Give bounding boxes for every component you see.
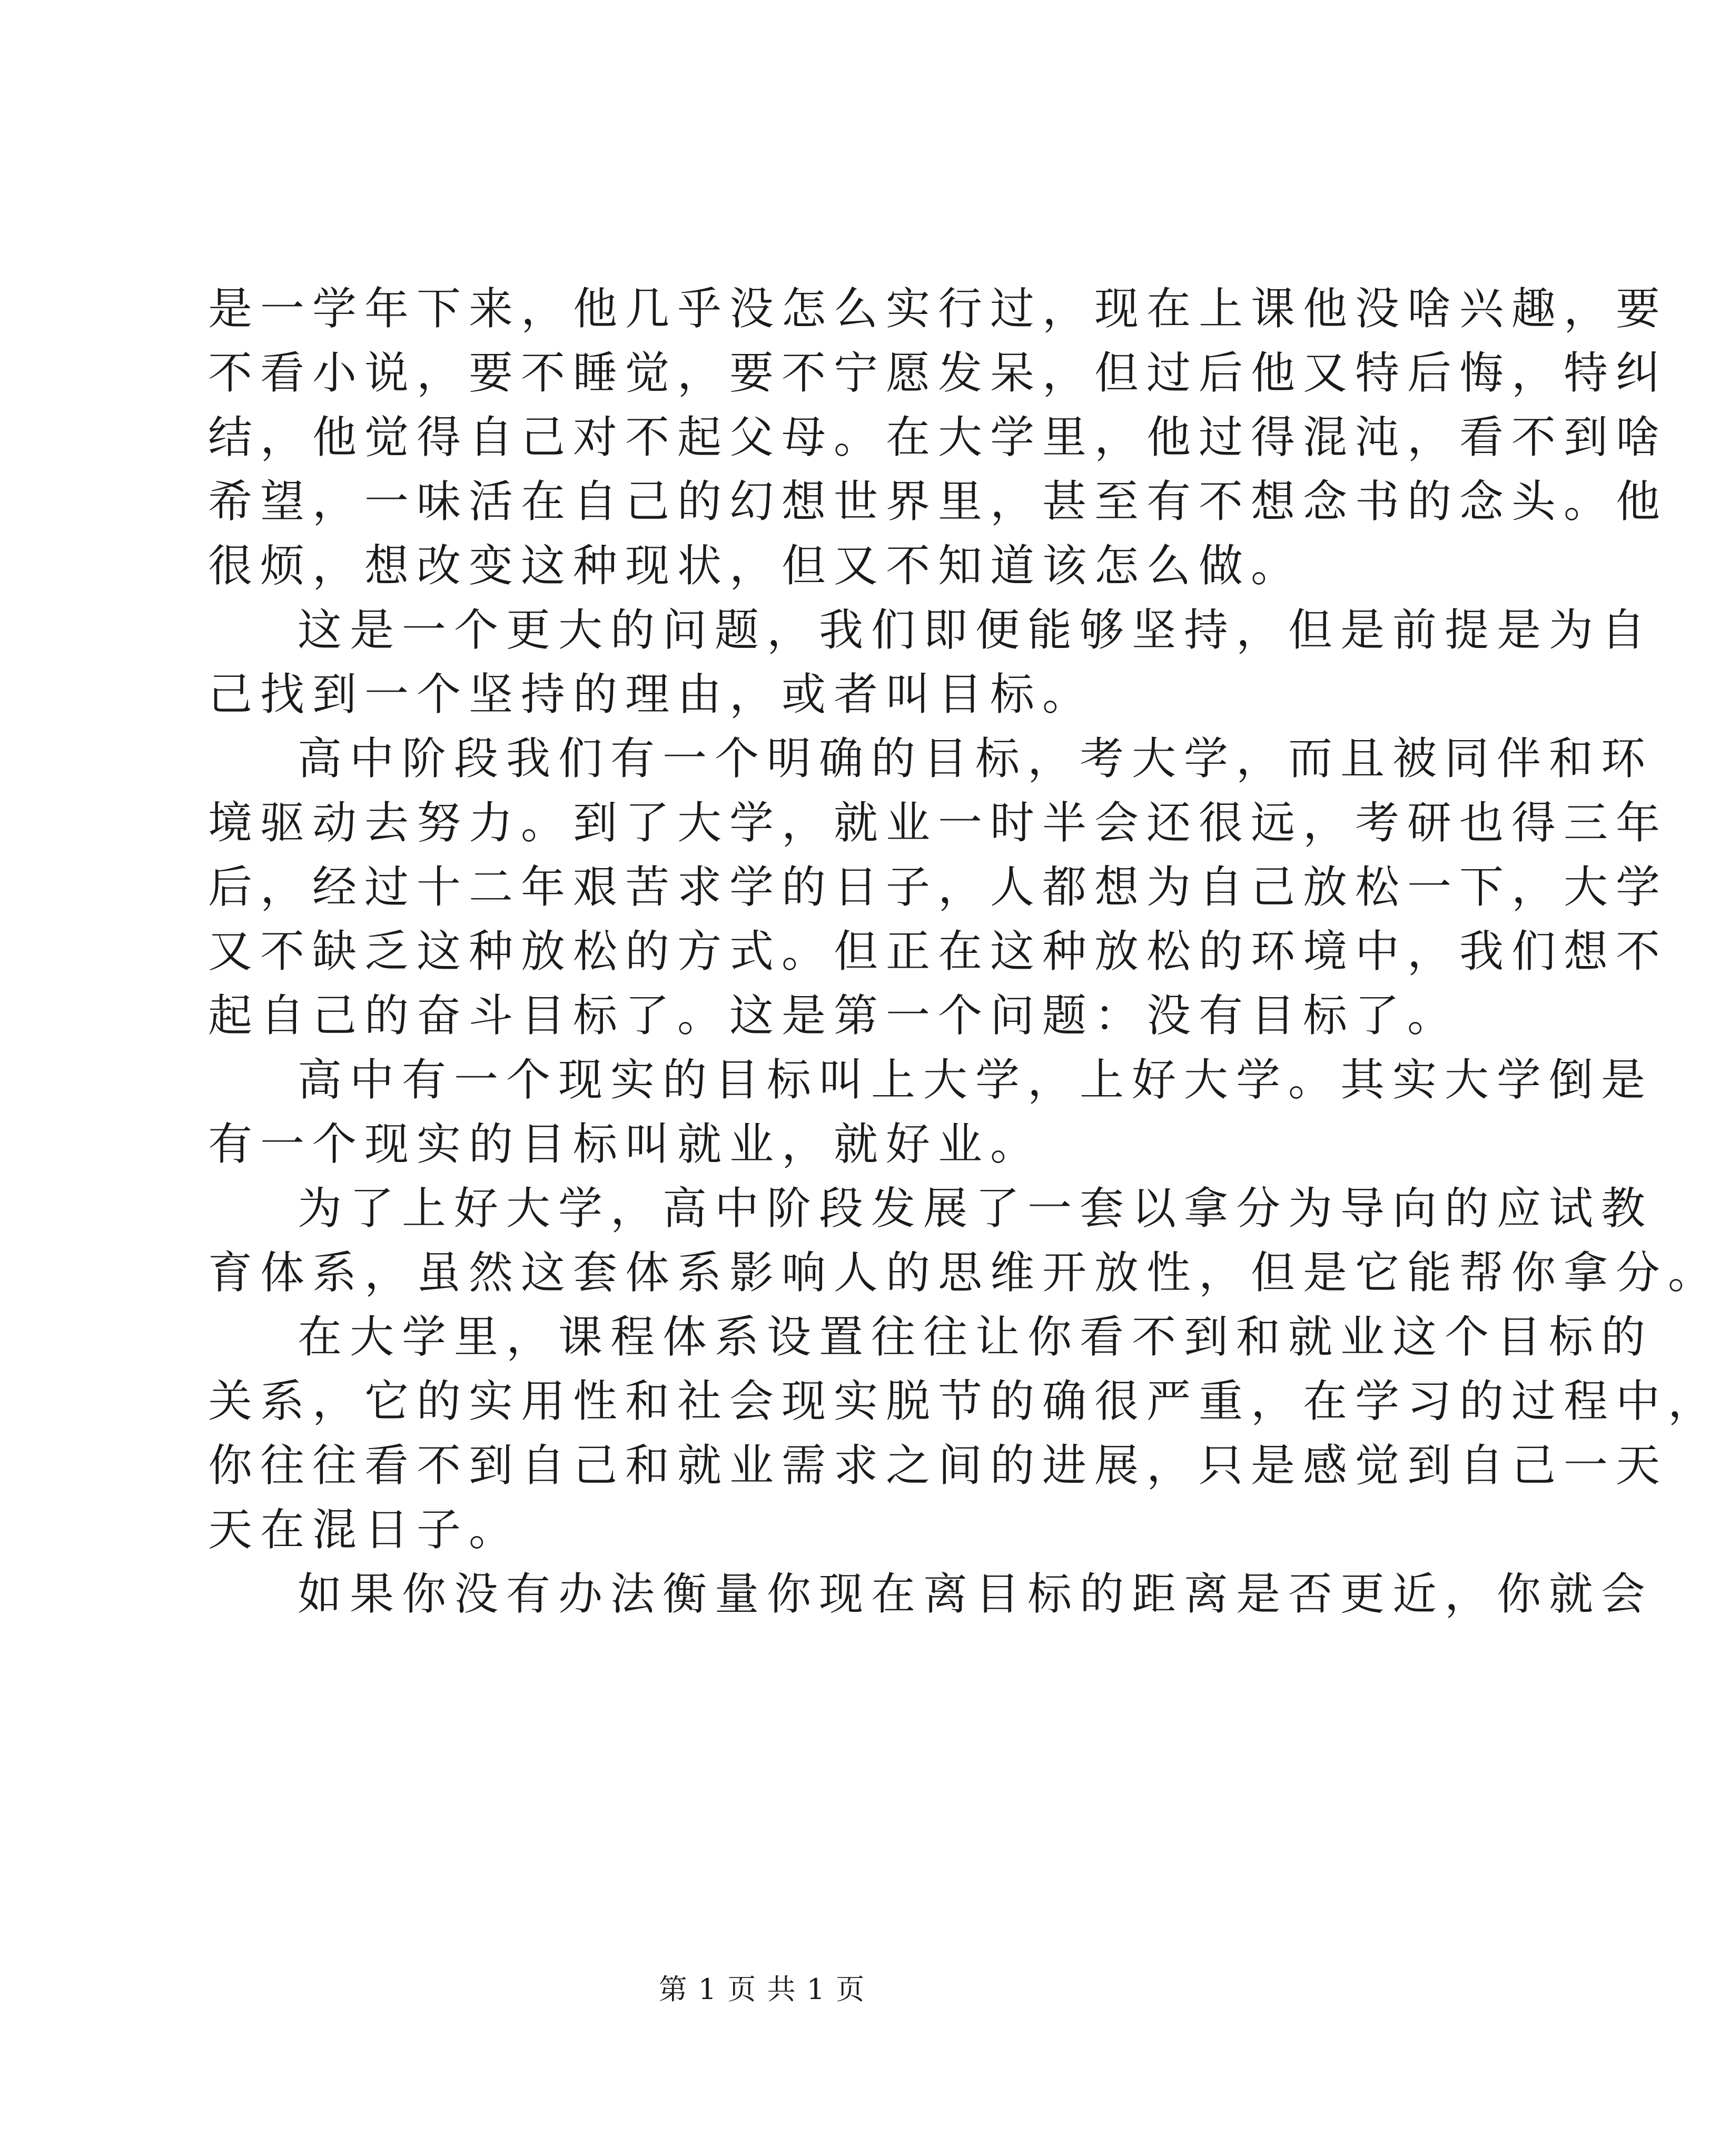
text-line-5: 很烦，想改变这种现状，但又不知道该怎么做。 (208, 540, 1303, 592)
text-line-18: 关系，它的实用性和社会现实脱节的确很严重，在学习的过程中， (208, 1375, 1720, 1427)
text-line-10: 后，经过十二年艰苦求学的日子，人都想为自己放松一下，大学 (208, 861, 1668, 913)
text-line-2: 不看小说，要不睡觉，要不宁愿发呆，但过后他又特后悔，特纠 (208, 347, 1668, 399)
text-line-3: 结，他觉得自己对不起父母。在大学里，他过得混沌，看不到啥 (208, 411, 1668, 463)
text-line-12: 起自己的奋斗目标了。这是第一个问题：没有目标了。 (208, 990, 1460, 1041)
text-line-16: 育体系，虽然这套体系影响人的思维开放性，但是它能帮你拿分。 (208, 1247, 1720, 1298)
text-line-19: 你往往看不到自己和就业需求之间的进展，只是感觉到自己一天 (208, 1440, 1668, 1491)
text-line-4: 希望，一味活在自己的幻想世界里，甚至有不想念书的念头。他 (208, 476, 1668, 527)
text-line-20: 天在混日子。 (208, 1504, 521, 1556)
text-line-15: 为了上好大学，高中阶段发展了一套以拿分为导向的应试教 (298, 1183, 1654, 1234)
text-line-7: 己找到一个坚持的理由，或者叫目标。 (208, 668, 1095, 720)
text-line-14: 有一个现实的目标叫就业，就好业。 (208, 1118, 1043, 1170)
text-line-6: 这是一个更大的问题，我们即便能够坚持，但是前提是为自 (298, 604, 1654, 656)
text-line-9: 境驱动去努力。到了大学，就业一时半会还很远，考研也得三年 (208, 797, 1668, 849)
text-line-13: 高中有一个现实的目标叫上大学，上好大学。其实大学倒是 (298, 1054, 1654, 1106)
text-line-1: 是一学年下来，他几乎没怎么实行过，现在上课他没啥兴趣，要 (208, 283, 1668, 334)
page-number-footer: 第 1 页 共 1 页 (658, 1973, 866, 2006)
text-line-17: 在大学里，课程体系设置往往让你看不到和就业这个目标的 (298, 1311, 1654, 1363)
text-line-21: 如果你没有办法衡量你现在离目标的距离是否更近，你就会 (298, 1568, 1654, 1620)
document-body (208, 277, 1720, 1626)
text-line-8: 高中阶段我们有一个明确的目标，考大学，而且被同伴和环 (298, 733, 1654, 784)
text-line-11: 又不缺乏这种放松的方式。但正在这种放松的环境中，我们想不 (208, 926, 1668, 977)
